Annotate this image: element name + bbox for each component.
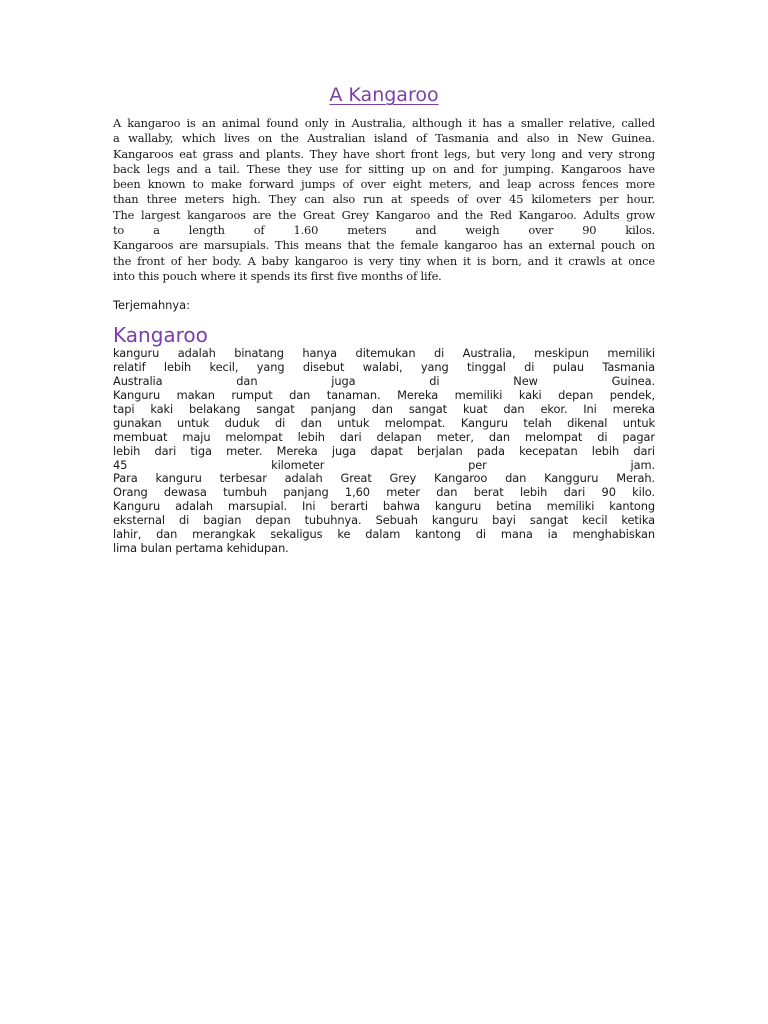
indonesian-line: kanguru adalah binatang hanya ditemukan di Australia, meskipun memiliki bbox=[113, 346, 655, 361]
translation-title: Kangaroo bbox=[113, 323, 208, 348]
english-line: been known to make forward jumps of over eight meters, and leap across fences more bbox=[113, 177, 655, 192]
indonesian-line: Orang dewasa tumbuh panjang 1,60 meter dan berat lebih dari 90 kilo. bbox=[113, 485, 655, 500]
indonesian-line: lahir, dan merangkak sekaligus ke dalam kantong di mana ia menghabiskan bbox=[113, 527, 655, 542]
english-line: to a length of 1.60 meters and weigh over 90 kilos. bbox=[113, 223, 655, 238]
english-line: Kangaroos eat grass and plants. They have short front legs, but very long and very strong bbox=[113, 146, 655, 161]
document-title: A Kangaroo bbox=[329, 84, 439, 106]
indonesian-line: membuat maju melompat lebih dari delapan meter, dan melompat di pagar bbox=[113, 429, 655, 444]
english-line: The largest kangaroos are the Great Grey Kangaroo and the Red Kangaroo. Adults grow bbox=[113, 207, 655, 222]
indonesian-line: lebih dari tiga meter. Mereka juga dapat berjalan pada kecepatan lebih dari bbox=[113, 443, 655, 458]
english-paragraph bbox=[113, 116, 655, 284]
english-line: than three meters high. They can also run at speeds of over 45 kilometers per hour. bbox=[113, 192, 655, 207]
translation-label: Terjemahnya: bbox=[113, 298, 190, 313]
indonesian-line: Australia dan juga di New Guinea. bbox=[113, 374, 655, 389]
english-line: Kangaroos are marsupials. This means that the female kangaroo has an external pouch on bbox=[113, 238, 655, 253]
indonesian-paragraph bbox=[113, 347, 655, 556]
indonesian-line: Kanguru adalah marsupial. Ini berarti bahwa kanguru betina memiliki kantong bbox=[113, 499, 655, 514]
english-line: A kangaroo is an animal found only in Australia, although it has a smaller relative, called bbox=[113, 116, 655, 130]
indonesian-line: gunakan untuk duduk di dan untuk melompat. Kanguru telah dikenal untuk bbox=[113, 415, 655, 430]
indonesian-line: 45 kilometer per jam. bbox=[113, 457, 655, 472]
indonesian-line: lima bulan pertama kehidupan. bbox=[113, 540, 289, 555]
indonesian-line: tapi kaki belakang sangat panjang dan sangat kuat dan ekor. Ini mereka bbox=[113, 401, 655, 416]
english-line: a wallaby, which lives on the Australian island of Tasmania and also in New Guinea. bbox=[113, 131, 655, 146]
indonesian-line: eksternal di bagian depan tubuhnya. Sebuah kanguru bayi sangat kecil ketika bbox=[113, 513, 655, 528]
indonesian-line: Para kanguru terbesar adalah Great Grey Kangaroo dan Kangguru Merah. bbox=[113, 471, 655, 486]
english-line: the front of her body. A baby kangaroo is very tiny when it is born, and it crawls at once bbox=[113, 253, 655, 268]
indonesian-line: relatif lebih kecil, yang disebut walabi, yang tinggal di pulau Tasmania bbox=[113, 360, 655, 375]
english-line: back legs and a tail. These they use for sitting up on and for jumping. Kangaroos have bbox=[113, 161, 655, 176]
english-line: into this pouch where it spends its first five months of life. bbox=[113, 268, 442, 283]
indonesian-line: Kanguru makan rumput dan tanaman. Mereka memiliki kaki depan pendek, bbox=[113, 387, 655, 402]
document-page bbox=[113, 82, 655, 556]
